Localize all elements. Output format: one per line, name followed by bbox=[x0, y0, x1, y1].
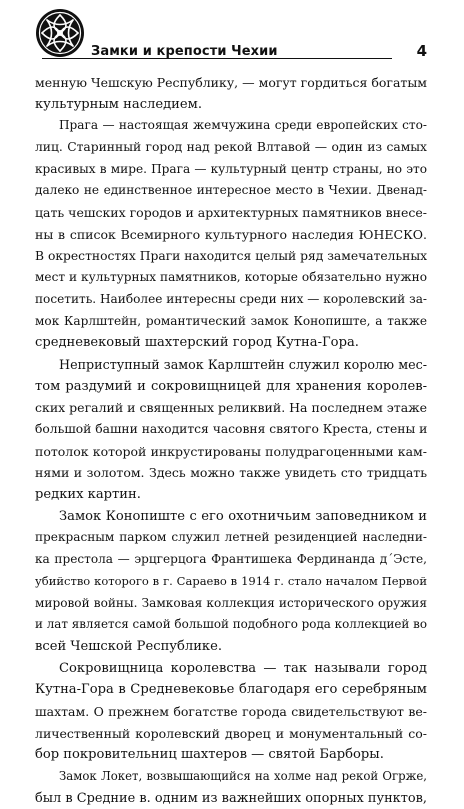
text-line: менную Чешскую Республику, — могут гордиться богатым bbox=[35, 75, 427, 90]
text-line: редких картин. bbox=[35, 487, 141, 503]
text-line: Кутна-Гора в Средневековье благодаря его серебряным bbox=[35, 682, 427, 698]
text-line: красивых в мире. Прага — культурный центр страны, но это bbox=[35, 161, 427, 176]
text-line: том раздумий и сокровищницей для хранения королев- bbox=[35, 378, 427, 394]
text-line: В окрестностях Праги находится целый ряд замечательных bbox=[35, 248, 427, 263]
text-line: культурным наследием. bbox=[35, 96, 202, 112]
text-line: нями и золотом. Здесь можно также увидеть сто тридцать bbox=[35, 465, 427, 481]
text-line: ских регалий и священных реликвий. На последнем этаже bbox=[35, 400, 427, 416]
text-line: большой башни находится часовня святого Креста, стены и bbox=[35, 422, 427, 436]
text-line: Неприступный замок Карлштейн служил королю мес- bbox=[59, 356, 427, 372]
text-line: убийство которого в г. Сараево в 1914 г. стало началом Первой bbox=[35, 573, 427, 588]
text-line: и лат является самой большой подобного рода коллекцией во bbox=[35, 617, 427, 632]
text-line: ка престола — эрцгерцога Франтишека Фердинанда д´Эсте, bbox=[35, 552, 427, 567]
text-line: посетить. Наиболее интересны среди них — королевский за- bbox=[35, 291, 427, 306]
text-line: Сокровищница королевства — так называли город bbox=[59, 660, 427, 676]
text-line: был в Средние в. одним из важнейших опорных пунктов, bbox=[35, 790, 427, 806]
text-line: личественный королевский дворец и монументальный со- bbox=[35, 725, 427, 741]
page-header bbox=[35, 8, 427, 64]
celtic-knot-emblem-icon bbox=[35, 8, 85, 58]
text-line: Прага — настоящая жемчужина среди европейских сто- bbox=[59, 118, 427, 133]
running-title: Замки и крепости Чехии bbox=[91, 44, 278, 59]
text-line: средневековый шахтерский город Кутна-Гора. bbox=[35, 335, 359, 351]
text-line: Замок Конопиште с его охотничьим заповедником и bbox=[59, 508, 427, 524]
text-line: лиц. Старинный город над рекой Влтавой — один из самых bbox=[35, 140, 427, 155]
text-line: бор покровительниц шахтеров — святой Барборы. bbox=[35, 747, 384, 763]
text-line: потолок которой инкрустированы полудрагоценными кам- bbox=[35, 443, 427, 459]
text-line: ны в список Всемирного культурного наследия ЮНЕСКО. bbox=[35, 226, 427, 242]
text-line: Замок Локет, возвышающийся на холме над рекой Огрже, bbox=[59, 769, 427, 783]
text-line: мировой войны. Замковая коллекция исторического оружия bbox=[35, 595, 427, 610]
text-line: всей Чешской Республике. bbox=[35, 638, 223, 654]
text-line: шахтам. О прежнем богатстве города свидетельствуют ве- bbox=[35, 703, 427, 719]
page-number: 4 bbox=[416, 42, 427, 60]
text-line: цать чешских городов и архитектурных памятников внесе- bbox=[35, 205, 427, 221]
text-line: прекрасным парком служил летней резиденцией наследни- bbox=[35, 530, 427, 545]
text-line: далеко не единственное интересное место в Чехии. Двенад- bbox=[35, 183, 427, 198]
header-rule bbox=[42, 58, 392, 59]
text-line: мок Карлштейн, романтический замок Конопиште, а также bbox=[35, 313, 427, 328]
text-line: мест и культурных памятников, которые обязательно нужно bbox=[35, 270, 427, 285]
body-text bbox=[35, 72, 427, 809]
